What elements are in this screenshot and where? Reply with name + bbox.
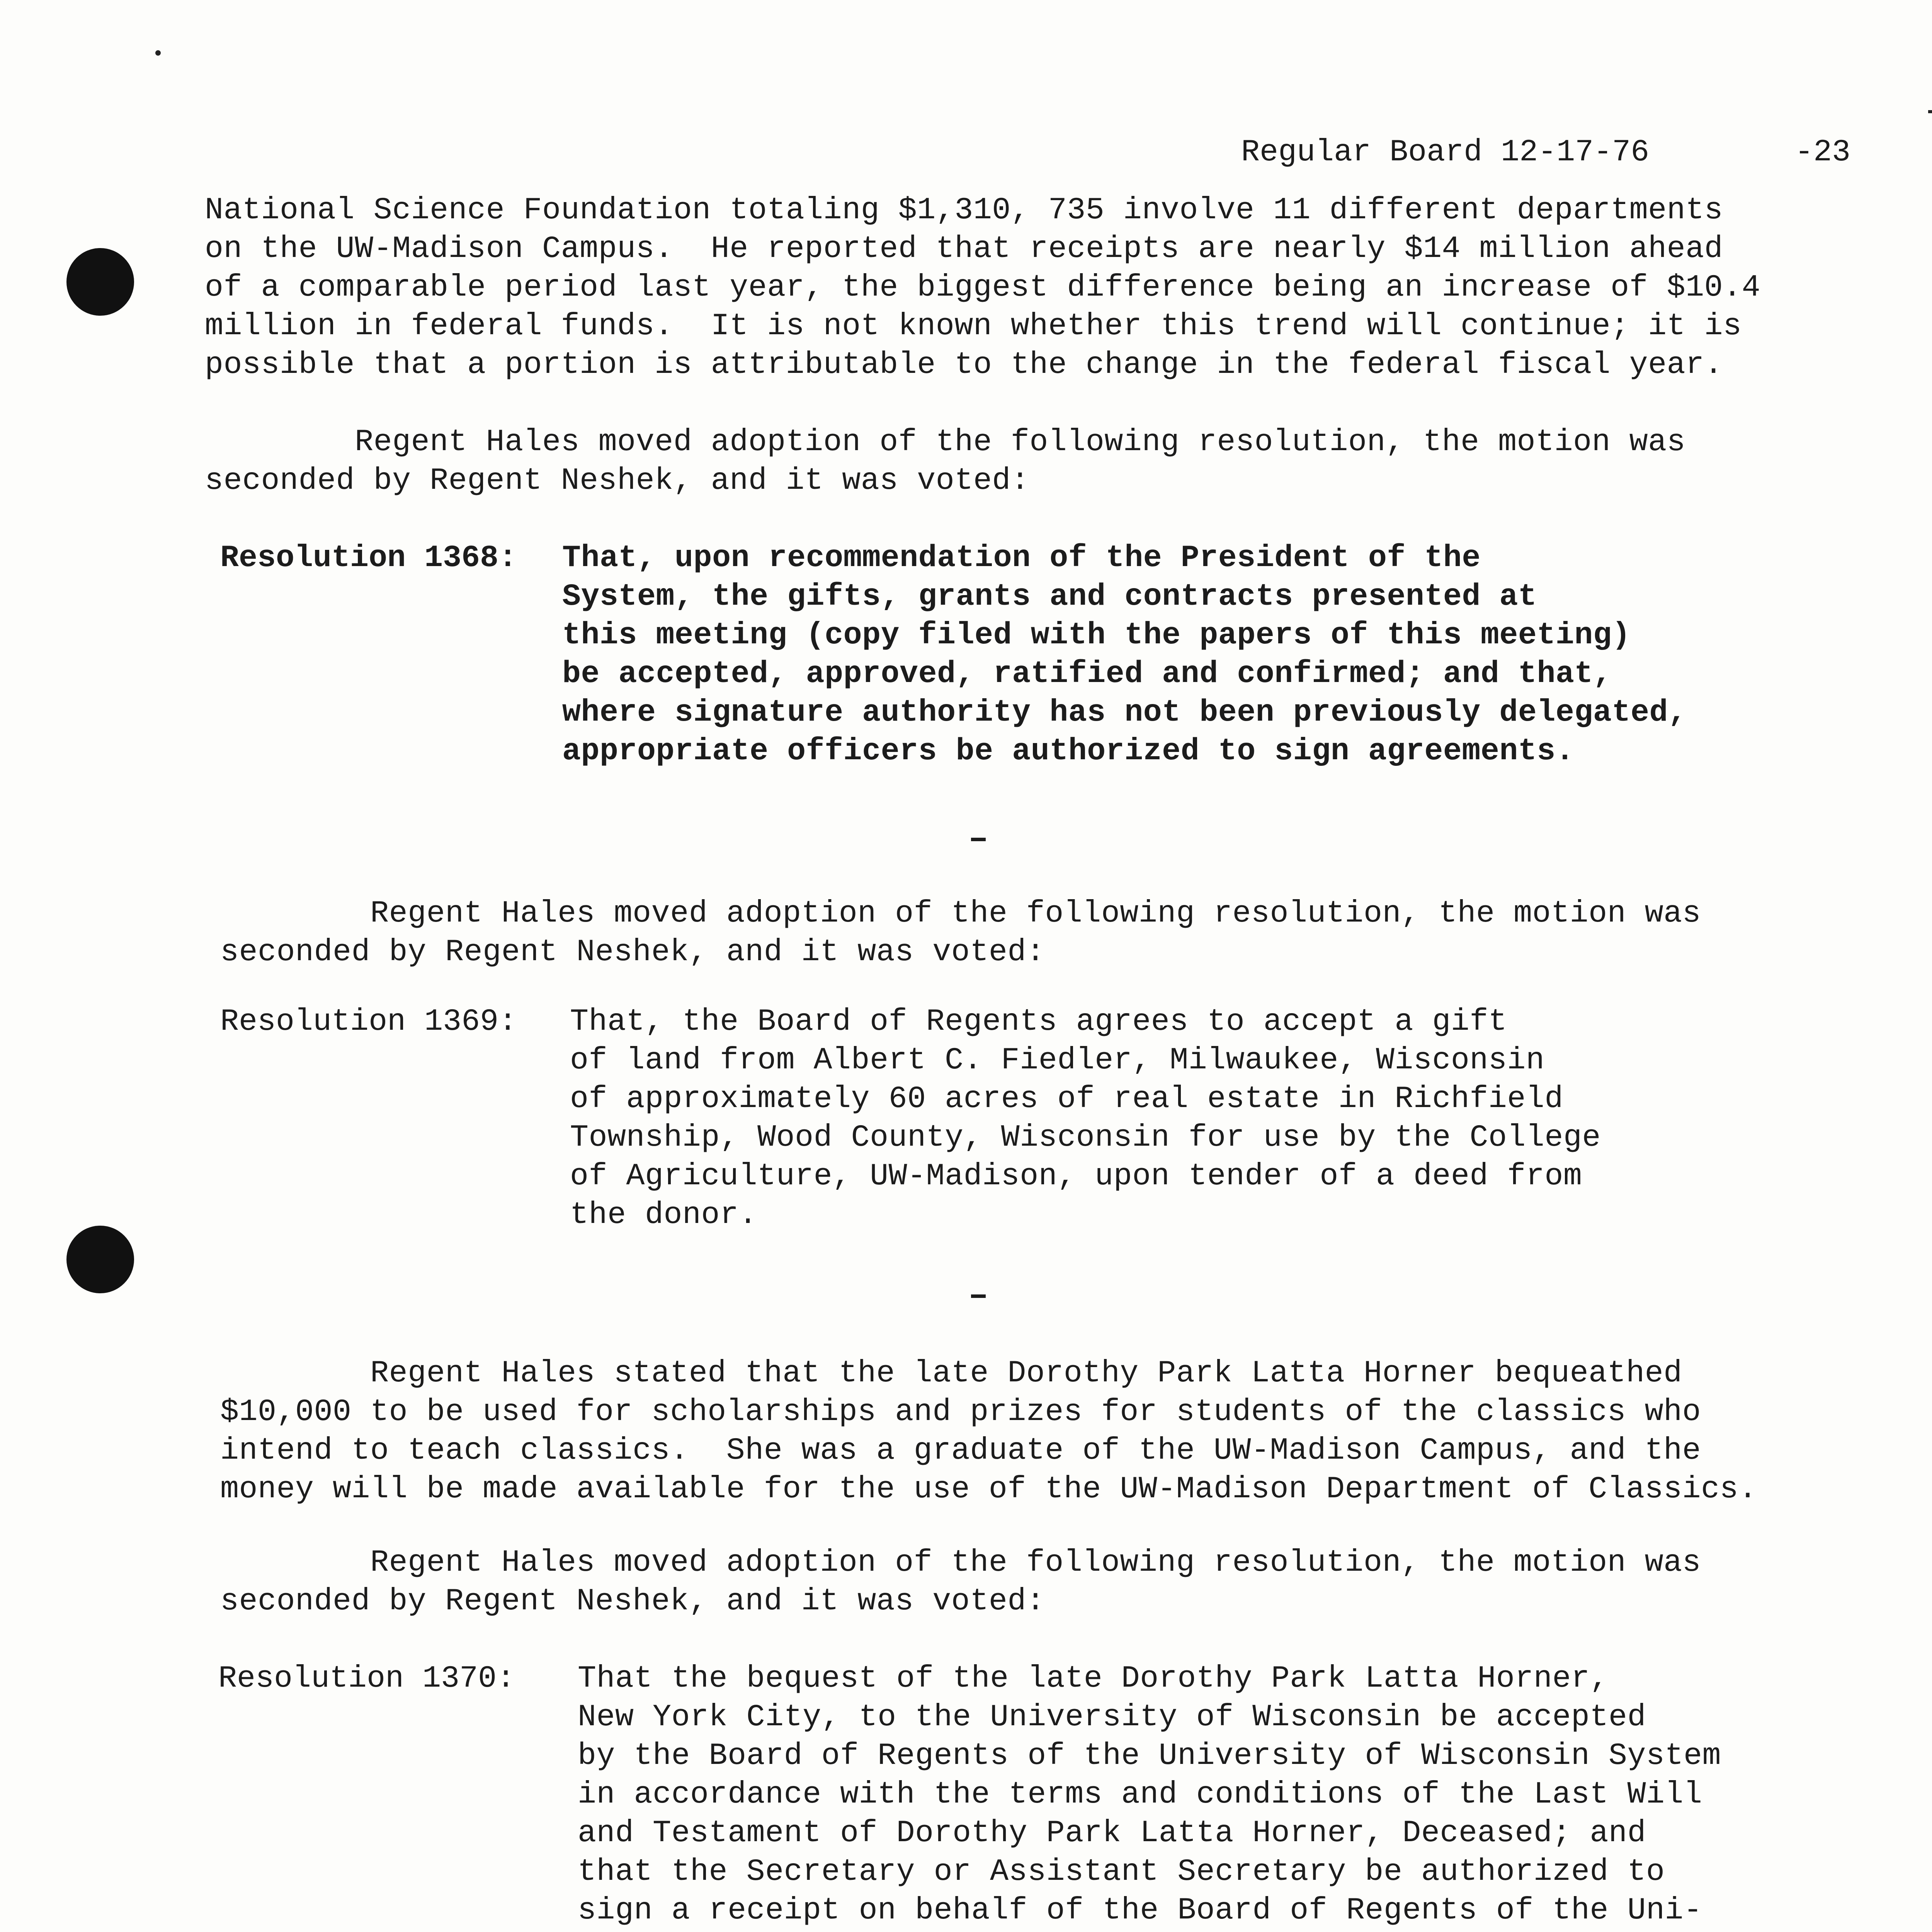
section-separator-dash bbox=[971, 1294, 986, 1298]
motion3-line: Regent Hales moved adoption of the following resolution, the motion was bbox=[220, 1545, 1701, 1580]
para1-line: million in federal funds. It is not known whether this trend will continue; it is bbox=[205, 309, 1742, 344]
page-header-title: Regular Board 12-17-76 bbox=[1241, 135, 1650, 170]
resolution-1368-line: System, the gifts, grants and contracts presented at bbox=[562, 579, 1537, 614]
scan-speck bbox=[155, 50, 161, 56]
para1-line: of a comparable period last year, the biggest difference being an increase of $10.4 bbox=[205, 270, 1761, 305]
motion1-line: seconded by Regent Neshek, and it was voted: bbox=[205, 463, 1030, 498]
resolution-1368-line: appropriate officers be authorized to sign agreements. bbox=[562, 734, 1575, 769]
section-separator-dash bbox=[971, 838, 986, 841]
resolution-1368-line: where signature authority has not been previously delegated, bbox=[562, 695, 1687, 730]
horner-para-line: intend to teach classics. She was a graduate of the UW-Madison Campus, and the bbox=[220, 1433, 1701, 1468]
punch-hole-middle bbox=[66, 1226, 134, 1293]
resolution-1369-label: Resolution 1369: bbox=[220, 1004, 517, 1039]
punch-hole-top bbox=[66, 248, 134, 316]
motion2-line: Regent Hales moved adoption of the following resolution, the motion was bbox=[220, 896, 1701, 931]
resolution-1369-line: of land from Albert C. Fiedler, Milwaukee, Wisconsin bbox=[570, 1043, 1545, 1078]
resolution-1370-line: that the Secretary or Assistant Secretary be authorized to bbox=[578, 1854, 1665, 1889]
motion1-line: Regent Hales moved adoption of the following resolution, the motion was bbox=[205, 425, 1686, 460]
scan-edge-mark bbox=[1928, 110, 1932, 113]
resolution-1369-line: Township, Wood County, Wisconsin for use by the College bbox=[570, 1120, 1601, 1155]
resolution-1368-label: Resolution 1368: bbox=[220, 541, 517, 576]
horner-para-line: Regent Hales stated that the late Dorothy Park Latta Horner bequeathed bbox=[220, 1356, 1682, 1391]
resolution-1370-line: in accordance with the terms and conditions of the Last Will bbox=[578, 1777, 1702, 1812]
para1-line: National Science Foundation totaling $1,310, 735 involve 11 different departments bbox=[205, 193, 1723, 228]
resolution-1368-line: be accepted, approved, ratified and confirmed; and that, bbox=[562, 656, 1612, 692]
horner-para-line: $10,000 to be used for scholarships and prizes for students of the classics who bbox=[220, 1395, 1701, 1430]
resolution-1369-line: the donor. bbox=[570, 1197, 758, 1233]
resolution-1370-line: by the Board of Regents of the University of Wisconsin System bbox=[578, 1738, 1721, 1774]
motion3-line: seconded by Regent Neshek, and it was voted: bbox=[220, 1584, 1045, 1619]
resolution-1370-label: Resolution 1370: bbox=[218, 1661, 515, 1696]
resolution-1370-line: That the bequest of the late Dorothy Park Latta Horner, bbox=[578, 1661, 1609, 1696]
resolution-1370-line: New York City, to the University of Wisconsin be accepted bbox=[578, 1700, 1646, 1735]
resolution-1369-line: That, the Board of Regents agrees to accept a gift bbox=[570, 1004, 1507, 1039]
resolution-1369-line: of approximately 60 acres of real estate in Richfield bbox=[570, 1082, 1563, 1117]
para1-line: on the UW-Madison Campus. He reported that receipts are nearly $14 million ahead bbox=[205, 231, 1723, 267]
horner-para-line: money will be made available for the use of the UW-Madison Department of Classics. bbox=[220, 1472, 1757, 1507]
resolution-1369-line: of Agriculture, UW-Madison, upon tender of a deed from bbox=[570, 1159, 1582, 1194]
resolution-1370-line: and Testament of Dorothy Park Latta Horner, Deceased; and bbox=[578, 1816, 1646, 1851]
page-number: -23 bbox=[1795, 135, 1851, 170]
resolution-1368-line: That, upon recommendation of the President of the bbox=[562, 541, 1481, 576]
motion2-line: seconded by Regent Neshek, and it was voted: bbox=[220, 935, 1045, 970]
resolution-1370-line bbox=[578, 1930, 1684, 1932]
para1-line: possible that a portion is attributable to the change in the federal fiscal year. bbox=[205, 347, 1723, 383]
resolution-1370-line: sign a receipt on behalf of the Board of Regents of the Uni- bbox=[578, 1893, 1702, 1928]
resolution-1368-line: this meeting (copy filed with the papers of this meeting) bbox=[562, 618, 1631, 653]
